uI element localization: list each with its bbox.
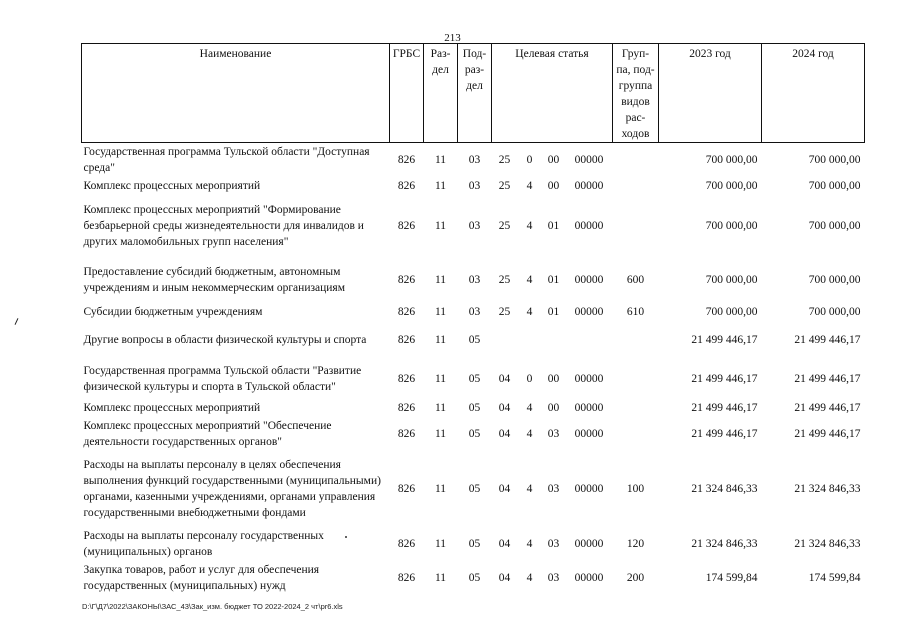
- cell-razdel: 11: [434, 274, 447, 286]
- cell-amount-2024: 700 000,00: [808, 154, 861, 166]
- cell-amount-2024: 21 499 446,17: [794, 402, 861, 414]
- budget-table: [81, 43, 865, 595]
- cell-grbs: 826: [397, 154, 416, 166]
- cell-grbs: 826: [397, 274, 416, 286]
- cell-grbs: 826: [397, 428, 416, 440]
- header-name: Наименование: [82, 44, 390, 143]
- cell-podrazdel: 03: [468, 274, 481, 286]
- cell-amount-2023: 21 324 846,33: [691, 483, 758, 495]
- cell-amount-2024: 21 499 446,17: [794, 428, 861, 440]
- cell-target-type: 4: [526, 180, 533, 192]
- cell-podrazdel: 03: [468, 180, 481, 192]
- cell-name: Государственная программа Тульской области "Развитие физической культуры и спорта в Тульской области": [83, 365, 362, 393]
- header-expense-group: Груп- па, под- группа видов рас- ходов: [613, 44, 659, 143]
- cell-podrazdel: 05: [468, 483, 481, 495]
- cell-target-direction: 00000: [574, 402, 604, 414]
- cell-target-type: 4: [526, 572, 533, 584]
- cell-target-type: [518, 321, 542, 359]
- table-row: [82, 195, 865, 257]
- table-row: [82, 399, 865, 417]
- cell-name: Комплекс процессных мероприятий "Обеспечение деятельности государственных органов": [83, 420, 332, 448]
- header-razdel: Раз- дел: [424, 44, 458, 143]
- table-row: [82, 527, 865, 561]
- header-year-2024: 2024 год: [762, 44, 865, 143]
- cell-podrazdel: 05: [468, 572, 481, 584]
- cell-target-subprogram: 00: [547, 373, 560, 385]
- cell-grbs: 826: [397, 538, 416, 550]
- cell-target-type: 4: [526, 306, 533, 318]
- cell-name: Предоставление субсидий бюджетным, автономным учреждениям и иным некоммерческим организациям: [83, 266, 345, 294]
- cell-razdel: 11: [434, 373, 447, 385]
- cell-amount-2023: 21 324 846,33: [691, 538, 758, 550]
- header-target-article: Целевая статья: [492, 44, 613, 143]
- cell-target-type: 4: [526, 538, 533, 550]
- cell-amount-2024: 174 599,84: [808, 572, 861, 584]
- cell-target-subprogram: [542, 321, 566, 359]
- table-row: [82, 143, 865, 178]
- cell-target-program: 25: [498, 306, 511, 318]
- header-year-2023: 2023 год: [659, 44, 762, 143]
- cell-name: Другие вопросы в области физической культуры и спорта: [83, 334, 367, 346]
- cell-razdel: 11: [434, 334, 447, 346]
- cell-target-type: 4: [526, 274, 533, 286]
- cell-target-direction: 00000: [574, 483, 604, 495]
- cell-name: Государственная программа Тульской области "Доступная среда": [83, 146, 370, 174]
- stray-dot: [345, 536, 347, 538]
- cell-amount-2024: 21 324 846,33: [794, 538, 861, 550]
- stray-pen-mark: [15, 318, 19, 325]
- cell-target-direction: 00000: [574, 373, 604, 385]
- cell-target-type: 4: [526, 220, 533, 232]
- cell-podrazdel: 03: [468, 220, 481, 232]
- cell-target-direction: 00000: [574, 306, 604, 318]
- cell-razdel: 11: [434, 483, 447, 495]
- cell-target-program: [492, 321, 518, 359]
- cell-amount-2024: 21 499 446,17: [794, 334, 861, 346]
- cell-target-subprogram: 03: [547, 483, 560, 495]
- cell-podrazdel: 03: [468, 306, 481, 318]
- cell-grbs: 826: [397, 306, 416, 318]
- cell-target-direction: 00000: [574, 274, 604, 286]
- cell-razdel: 11: [434, 402, 447, 414]
- table-row: [82, 321, 865, 359]
- cell-podrazdel: 05: [468, 373, 481, 385]
- cell-amount-2024: 21 324 846,33: [794, 483, 861, 495]
- cell-expense-group: 600: [626, 274, 645, 286]
- cell-target-direction: 00000: [574, 154, 604, 166]
- cell-target-direction: 00000: [574, 180, 604, 192]
- cell-expense-group: 120: [626, 538, 645, 550]
- cell-amount-2024: 700 000,00: [808, 180, 861, 192]
- cell-target-program: 04: [498, 538, 511, 550]
- cell-target-subprogram: 00: [547, 154, 560, 166]
- cell-grbs: 826: [397, 572, 416, 584]
- cell-expense-group: [613, 177, 659, 195]
- table-row: [82, 359, 865, 399]
- cell-target-type: 4: [526, 483, 533, 495]
- cell-razdel: 11: [434, 538, 447, 550]
- table-body: [82, 143, 865, 596]
- cell-grbs: 826: [397, 180, 416, 192]
- cell-amount-2023: 700 000,00: [705, 306, 758, 318]
- cell-amount-2023: 174 599,84: [705, 572, 758, 584]
- cell-expense-group: [613, 321, 659, 359]
- cell-target-direction: 00000: [574, 220, 604, 232]
- cell-name: Субсидии бюджетным учреждениям: [83, 306, 263, 318]
- cell-target-direction: 00000: [574, 538, 604, 550]
- cell-target-type: 4: [526, 402, 533, 414]
- table-row: [82, 177, 865, 195]
- cell-razdel: 11: [434, 428, 447, 440]
- cell-amount-2023: 21 499 446,17: [691, 373, 758, 385]
- cell-target-direction: [566, 321, 613, 359]
- cell-amount-2023: 21 499 446,17: [691, 334, 758, 346]
- cell-target-subprogram: 01: [547, 274, 560, 286]
- cell-razdel: 11: [434, 572, 447, 584]
- cell-target-program: 04: [498, 373, 511, 385]
- cell-target-subprogram: 03: [547, 572, 560, 584]
- cell-target-subprogram: 03: [547, 538, 560, 550]
- cell-target-subprogram: 00: [547, 180, 560, 192]
- cell-name: Расходы на выплаты персоналу государственных (муниципальных) органов: [83, 530, 324, 558]
- cell-grbs: 826: [397, 373, 416, 385]
- cell-amount-2023: 21 499 446,17: [691, 402, 758, 414]
- cell-expense-group: [613, 359, 659, 399]
- table-row: [82, 417, 865, 451]
- cell-target-program: 04: [498, 572, 511, 584]
- cell-target-program: 04: [498, 483, 511, 495]
- cell-target-program: 25: [498, 154, 511, 166]
- cell-grbs: 826: [397, 334, 416, 346]
- footer-file-path: D:\Г\Д7\2022\ЗАКОНЫ\ЗАС_43\Зак_изм. бюджет ТО 2022-2024_2 чт\pr6.xls: [82, 602, 343, 611]
- cell-target-program: 25: [498, 180, 511, 192]
- cell-podrazdel: 05: [468, 334, 481, 346]
- cell-name: Комплекс процессных мероприятий "Формирование безбарьерной среды жизнедеятельности для инвалидов и других маломобильных групп населения": [83, 204, 364, 248]
- cell-expense-group: 610: [626, 306, 645, 318]
- cell-podrazdel: 05: [468, 538, 481, 550]
- table-header: [82, 44, 865, 143]
- cell-razdel: 11: [434, 220, 447, 232]
- table-row: [82, 561, 865, 595]
- cell-name: Комплекс процессных мероприятий: [83, 180, 261, 192]
- cell-amount-2023: 700 000,00: [705, 154, 758, 166]
- cell-target-program: 04: [498, 402, 511, 414]
- cell-target-subprogram: 01: [547, 220, 560, 232]
- cell-podrazdel: 03: [468, 154, 481, 166]
- cell-name: Расходы на выплаты персоналу в целях обеспечения выполнения функций государственными (муниципальными) органами, казенными учреждениями, органами управления государственными внебюджетными фондами: [83, 459, 381, 519]
- cell-razdel: 11: [434, 180, 447, 192]
- cell-expense-group: 200: [626, 572, 645, 584]
- cell-amount-2024: 700 000,00: [808, 306, 861, 318]
- cell-target-subprogram: 03: [547, 428, 560, 440]
- cell-target-type: 0: [526, 154, 533, 166]
- page-number: 213: [444, 32, 461, 44]
- cell-target-type: 4: [526, 428, 533, 440]
- cell-amount-2023: 700 000,00: [705, 180, 758, 192]
- cell-expense-group: [613, 143, 659, 178]
- cell-razdel: 11: [434, 154, 447, 166]
- table-row: [82, 303, 865, 321]
- cell-expense-group: [613, 195, 659, 257]
- cell-amount-2023: 700 000,00: [705, 274, 758, 286]
- cell-target-program: 25: [498, 220, 511, 232]
- cell-target-subprogram: 01: [547, 306, 560, 318]
- cell-grbs: 826: [397, 402, 416, 414]
- cell-razdel: 11: [434, 306, 447, 318]
- cell-expense-group: [613, 399, 659, 417]
- cell-name: Комплекс процессных мероприятий: [83, 402, 261, 414]
- cell-target-direction: 00000: [574, 572, 604, 584]
- cell-target-program: 25: [498, 274, 511, 286]
- header-podrazdel: Под- раз- дел: [458, 44, 492, 143]
- cell-podrazdel: 05: [468, 402, 481, 414]
- header-grbs: ГРБС: [390, 44, 424, 143]
- cell-expense-group: 100: [626, 483, 645, 495]
- cell-amount-2023: 21 499 446,17: [691, 428, 758, 440]
- table-row: [82, 257, 865, 303]
- cell-target-direction: 00000: [574, 428, 604, 440]
- cell-target-type: 0: [526, 373, 533, 385]
- table-row: [82, 451, 865, 527]
- cell-grbs: 826: [397, 483, 416, 495]
- cell-amount-2024: 700 000,00: [808, 220, 861, 232]
- cell-amount-2024: 700 000,00: [808, 274, 861, 286]
- cell-target-program: 04: [498, 428, 511, 440]
- cell-podrazdel: 05: [468, 428, 481, 440]
- cell-grbs: 826: [397, 220, 416, 232]
- cell-amount-2023: 700 000,00: [705, 220, 758, 232]
- cell-name: Закупка товаров, работ и услуг для обеспечения государственных (муниципальных) нужд: [83, 564, 320, 592]
- cell-target-subprogram: 00: [547, 402, 560, 414]
- cell-amount-2024: 21 499 446,17: [794, 373, 861, 385]
- cell-expense-group: [613, 417, 659, 451]
